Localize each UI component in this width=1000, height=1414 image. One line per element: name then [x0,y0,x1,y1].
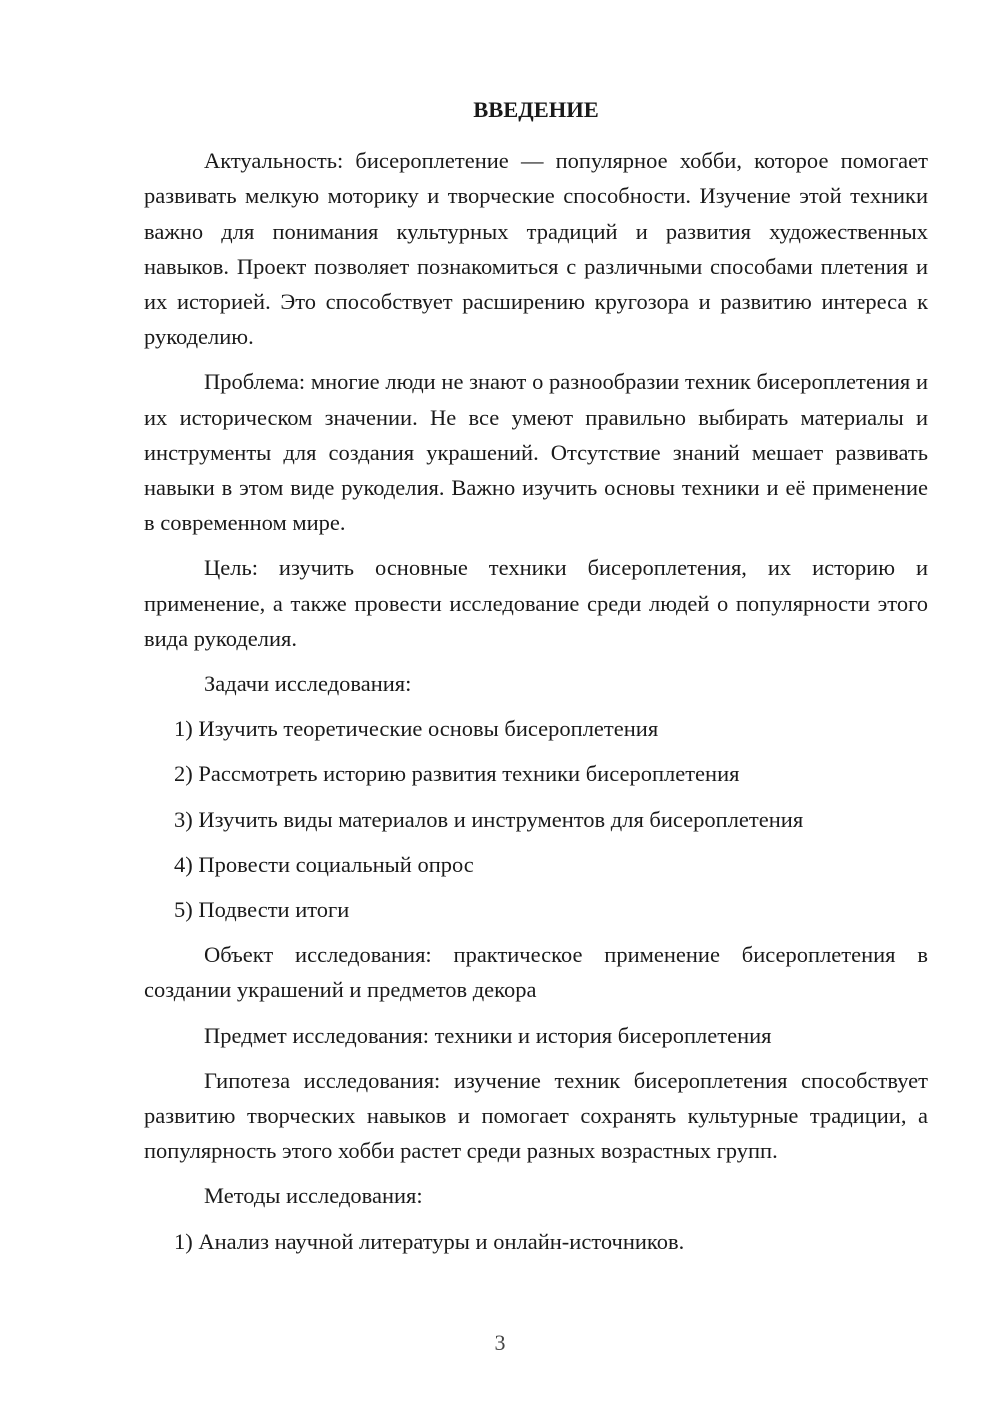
list-item: 5) Подвести итоги [174,897,350,923]
list-item: 1) Анализ научной литературы и онлайн-источников. [174,1228,685,1254]
methods-list [144,1224,928,1259]
list-item: 4) Провести социальный опрос [174,851,474,877]
methods-heading: Методы исследования: [204,1183,423,1209]
list-item: 2) Рассмотреть историю развития техники бисероплетения [174,761,740,787]
tasks-list [144,711,928,927]
section-title: ВВЕДЕНИЕ [473,97,599,122]
relevance-paragraph: Актуальность: бисероплетение — популярное хобби, которое помогает развивать мелкую моторику и творческие способности. Изучение этой техники важно для понимания культурных традиций и развития художественных навыков. Проект позволяет познакомиться с различными способами плетения и их историей. Это способствует расширению кругозора и развитию интереса к рукоделию. [144,148,928,350]
page-number: 3 [494,1330,506,1355]
problem-paragraph: Проблема: многие люди не знают о разнообразии техник бисероплетения и их историческом значении. Не все умеют правильно выбирать материалы и инструменты для создания украшений. Отсутствие знаний мешает развивать навыки в этом виде рукоделия. Важно изучить основы техники и её применение в современном мире. [144,369,928,536]
list-item: 1) Изучить теоретические основы бисероплетения [174,716,659,742]
subject-paragraph: Предмет исследования: техники и история бисероплетения [204,1022,772,1048]
object-paragraph: Объект исследования: практическое применение бисероплетения в создании украшений и предметов декора [144,942,928,1003]
list-item: 3) Изучить виды материалов и инструментов для бисероплетения [174,806,804,832]
document-page [144,92,928,1269]
goal-paragraph: Цель: изучить основные техники бисероплетения, их историю и применение, а также провести исследование среди людей о популярности этого вида рукоделия. [144,555,928,651]
hypothesis-paragraph: Гипотеза исследования: изучение техник бисероплетения способствует развитию творческих навыков и помогает сохранять культурные традиции, а популярность этого хобби растет среди разных возрастных групп. [144,1067,928,1164]
tasks-heading: Задачи исследования: [204,671,412,697]
